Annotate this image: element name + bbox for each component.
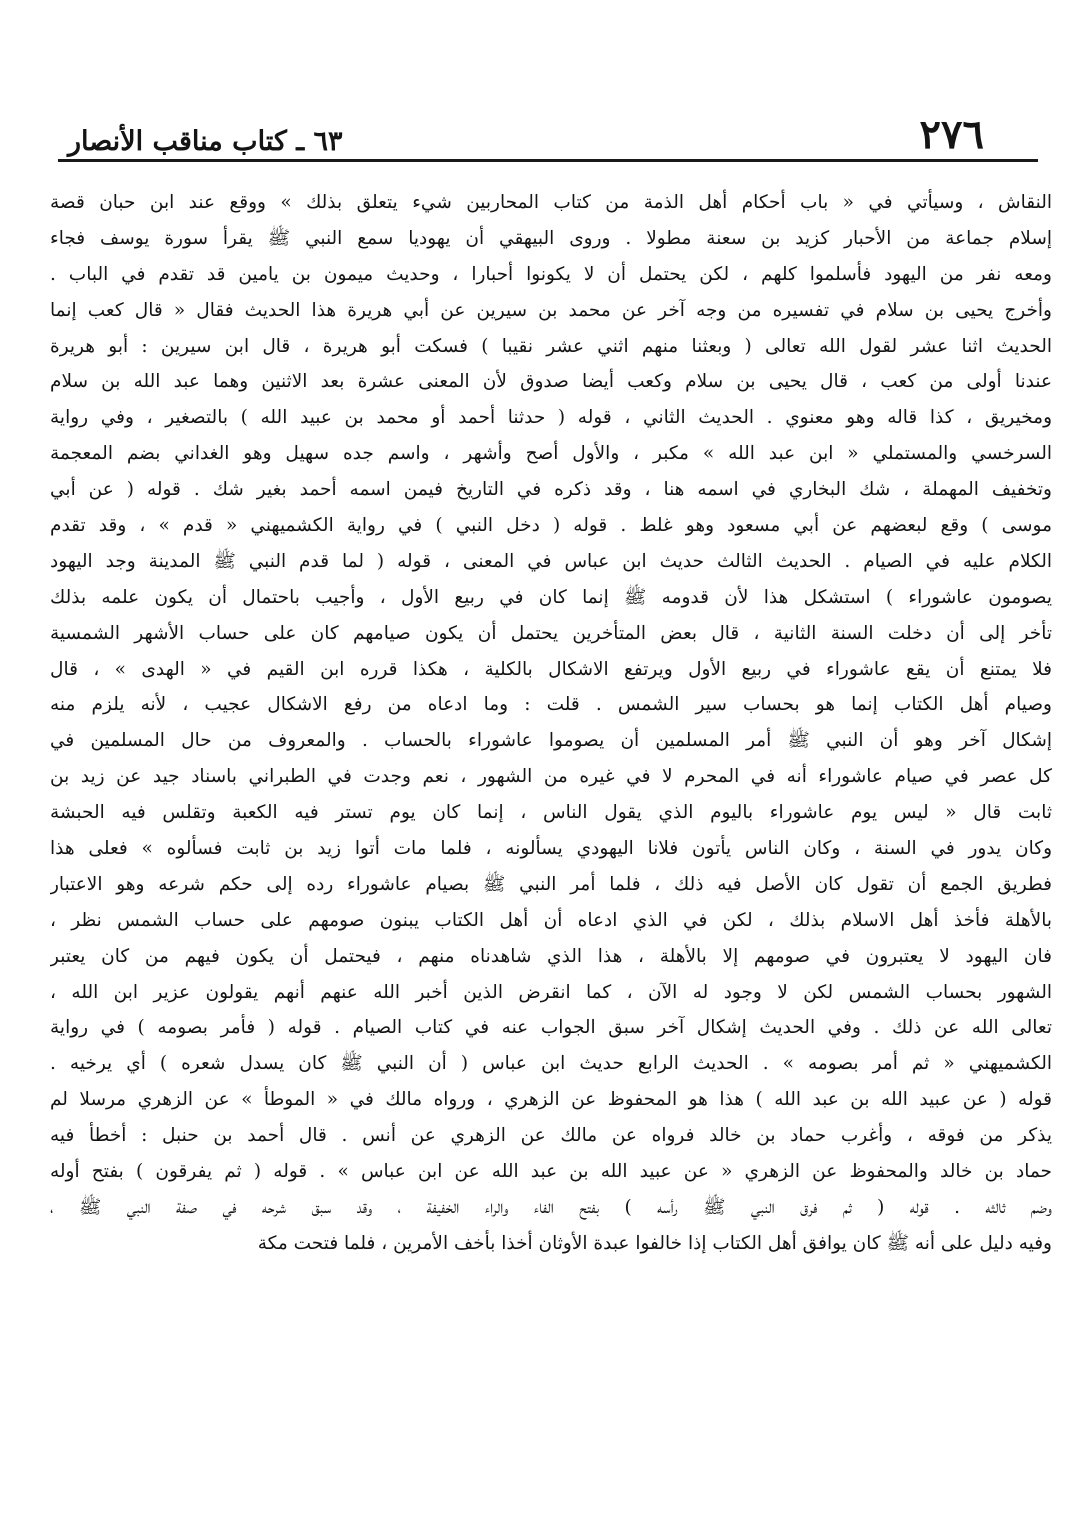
text-line: إشكال آخر وهو أن النبي ﷺ أمر المسلمين أن يصوموا عاشوراء بالحساب . والمعروف من حال المسلمين في xyxy=(50,730,1052,752)
text-line: قوله ( عن عبيد الله بن عبد الله ) هذا هو المحفوظ عن الزهري ، ورواه مالك في « الموطأ » عن الزهري مرسلا لم xyxy=(50,1089,1052,1111)
page-header xyxy=(58,95,1044,158)
text-line: الشهور بحساب الشمس لكن لا وجود له الآن ، كما انقرض الذين أخبر الله عنهم أنهم يقولون عزير ابن الله ، xyxy=(50,981,1052,1003)
text-line: الكشميهني « ثم أمر بصومه » . الحديث الرابع حديث ابن عباس ( أن النبي ﷺ كان يسدل شعره ) أي يرخيه . xyxy=(50,1053,1052,1075)
text-line: فان اليهود لا يعتبرون في صومهم إلا بالأهلة ، هذا الذي شاهدناه منهم ، فيحتمل أن يكون فيهم من كان يعتبر xyxy=(50,945,1052,967)
text-line: فطريق الجمع أن تقول كان الأصل فيه ذلك ، فلما أمر النبي ﷺ بصيام عاشوراء رده إلى حكم شرعه وهو الاعتبار xyxy=(50,873,1052,895)
text-line: السرخسي والمستملي « ابن عبد الله » مكبر ، والأول أصح وأشهر ، واسم جده سهيل وهو الغداني بضم المعجمة xyxy=(50,443,1052,465)
text-line: كل عصر في صيام عاشوراء أنه في المحرم لا في غيره من الشهور ، نعم وجدت في الطبراني باسناد جيد عن زيد بن xyxy=(50,766,1052,788)
text-line: تعالى الله عن ذلك . وفي الحديث إشكال آخر سبق الجواب عنه في كتاب الصيام . قوله ( فأمر بصومه ) في رواية xyxy=(50,1017,1052,1039)
text-line: عندنا أولى من كعب ، قال يحيى بن سلام وكعب أيضا صدوق لأن المعنى عشرة بعد الاثنين وهما عبد الله بن سلام xyxy=(50,371,1052,393)
text-line: موسى ) وقع لبعضهم عن أبي مسعود وهو غلط . قوله ( دخل النبي ) في رواية الكشميهني « قدم » ، وقد تقدم xyxy=(50,515,1052,537)
page-number: ٢٧٦ xyxy=(919,111,984,158)
text-line: حماد بن خالد والمحفوظ عن الزهري « عن عبيد الله بن عبد الله عن ابن عباس » . قوله ( ثم يفرقون ) بفتح أوله xyxy=(50,1161,1052,1183)
text-line: إسلام جماعة من الأحبار كزيد بن سعنة مطولا . وروى البيهقي أن يهوديا سمع النبي ﷺ يقرأ سورة يوسف فجاء xyxy=(50,227,1052,249)
text-line: بالأهلة فأخذ أهل الاسلام بذلك ، لكن في الذي ادعاه أن أهل الكتاب يبنون صومهم على حساب الشمس نظر ، xyxy=(50,909,1052,931)
text-line: فلا يمتنع أن يقع عاشوراء في ربيع الأول ويرتفع الاشكال بالكلية ، هكذا قرره ابن القيم في « الهدى » ، قال xyxy=(50,658,1052,680)
text-line: وكان يدور في السنة ، وكان الناس يأتون فلانا اليهودي يسألونه ، فلما مات أتوا زيد بن ثابت فسألوه » فعلى هذا xyxy=(50,838,1052,860)
body-text xyxy=(50,185,1052,1262)
text-line: وتخفيف المهملة ، شك البخاري في اسمه هنا ، وقد ذكره في التاريخ فيمن اسمه أحمد بغير شك . قوله ( عن أبي xyxy=(50,479,1052,501)
text-line: يصومون عاشوراء ) استشكل هذا لأن قدومه ﷺ إنما كان في ربيع الأول ، وأجيب باحتمال أن يكون علمه بذلك xyxy=(50,586,1052,608)
header-divider xyxy=(58,159,1038,162)
text-line: تأخر إلى أن دخلت السنة الثانية ، قال بعض المتأخرين يحتمل أن يكون صيامهم كان على حساب الأشهر الشمسية xyxy=(50,622,1052,644)
text-line: ومخيريق ، كذا قاله وهو معنوي . الحديث الثاني ، قوله ( حدثنا أحمد أو محمد بن عبيد الله ) بالتصغير ، وفي رواية xyxy=(50,407,1052,429)
text-line: وصيام أهل الكتاب إنما هو بحساب سير الشمس . قلت : وما ادعاه من رفع الاشكال عجيب ، لأنه يلزم منه xyxy=(50,694,1052,716)
text-line: وأخرج يحيى بن سلام في تفسيره من وجه آخر عن محمد بن سيرين عن أبي هريرة هذا الحديث فقال « قال كعب إنما xyxy=(50,299,1052,321)
text-line: الحديث اثنا عشر لقول الله تعالى ( وبعثنا منهم اثني عشر نقيبا ) فسكت أبو هريرة ، قال ابن سيرين : أبو هريرة xyxy=(50,335,1052,357)
text-line: وضم ثالثه . قوله ( ثم فرق النبي ﷺ رأسه ) بفتح الفاء والراء الخفيفة ، وقد سبق شرحه في صفة النبي ﷺ ، xyxy=(50,1196,1052,1218)
text-line: الكلام عليه في الصيام . الحديث الثالث حديث ابن عباس في المعنى ، قوله ( لما قدم النبي ﷺ المدينة وجد اليهود xyxy=(50,550,1052,572)
text-line: وفيه دليل على أنه ﷺ كان يوافق أهل الكتاب إذا خالفوا عبدة الأوثان أخذا بأخف الأمرين ، فلما فتحت مكة xyxy=(257,1232,1052,1254)
running-title: ٦٣ ـ كتاب مناقب الأنصار xyxy=(68,126,343,157)
text-line: يذكر من فوقه ، وأغرب حماد بن خالد فرواه عن مالك عن الزهري عن أنس . قال أحمد بن حنبل : أخطأ فيه xyxy=(50,1125,1052,1147)
text-line: ومعه نفر من اليهود فأسلموا كلهم ، لكن يحتمل أن لا يكونوا أحبارا ، وحديث ميمون بن يامين قد تقدم في الباب . xyxy=(50,263,1052,285)
text-line: ثابت قال « ليس يوم عاشوراء باليوم الذي يقول الناس ، إنما كان يوم تستر فيه الكعبة وتقلس فيه الحبشة xyxy=(50,802,1052,824)
text-line: النقاش ، وسيأتي في « باب أحكام أهل الذمة من كتاب المحاربين شيء يتعلق بذلك » ووقع عند ابن حبان قصة xyxy=(50,192,1052,213)
book-page xyxy=(50,95,1052,1515)
